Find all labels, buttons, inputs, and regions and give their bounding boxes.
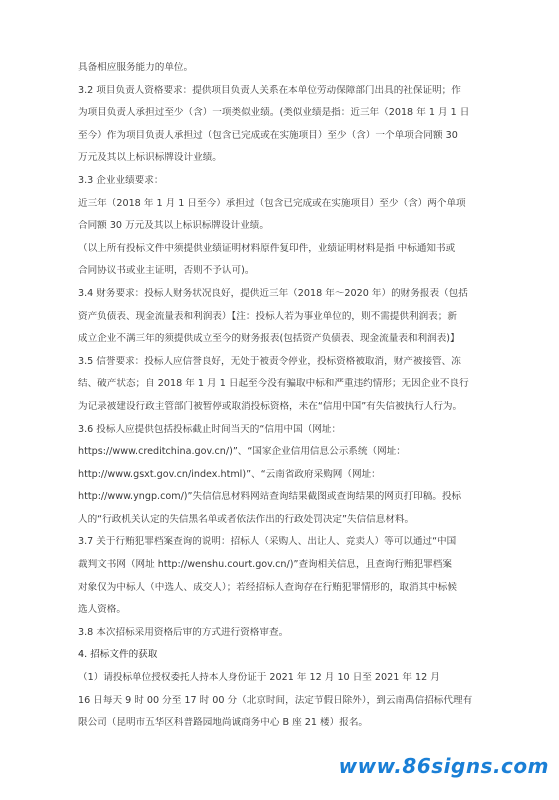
watermark-url: www.86signs.com — [338, 754, 549, 778]
text-line: 合同协议书或业主证明，否则不予认可)。 — [78, 265, 255, 277]
text-line: 3.6 投标人应提供包括投标截止时间当天的“信用中国（网址： — [78, 423, 342, 435]
text-line: 3.3 企业业绩要求： — [78, 174, 164, 186]
text-line: 选人资格。 — [78, 604, 126, 616]
section-heading: 4. 招标文件的获取 — [78, 649, 158, 661]
text-line: 具备相应服务能力的单位。 — [78, 62, 194, 73]
document-body — [78, 62, 488, 729]
text-line: 限公司（昆明市五华区科普路园地尚诚商务中心 B 座 21 楼）报名。 — [78, 717, 369, 729]
text-line: 3.7 关于行贿犯罪档案查询的说明：招标人（采购人、出让人、竞卖人）等可以通过“中国 — [78, 536, 457, 548]
text-line: http://www.gsxt.gov.cn/index.html)”、“云南省政府采购网（网址： — [78, 468, 381, 480]
text-line: 对象仅为中标人（中选人、成交人）；若经招标人查询存在行贿犯罪情形的，取消其中标候 — [78, 581, 457, 593]
text-line: 至今）作为项目负责人承担过（包含已完成或在实施项目）至少（含）一个单项合同额 30 — [78, 129, 458, 141]
text-line: 3.8 本次招标采用资格后审的方式进行资格审查。 — [78, 626, 289, 638]
text-line: 成立企业不满三年的须提供成立至今的财务报表(包括资产负债表、现金流量表和利润表)】 — [78, 333, 460, 345]
text-line: （1）请投标单位授权委托人持本人身份证于 2021 年 12 月 10 日至 2021 年 12 月 — [78, 672, 440, 684]
text-line: 3.2 项目负责人资格要求：提供项目负责人关系在本单位劳动保障部门出具的社保证明；作 — [78, 84, 461, 96]
text-line: 合同额 30 万元及其以上标识标牌设计业绩。 — [78, 220, 269, 232]
text-line: 近三年（2018 年 1 月 1 日至今）承担过（包含已完成或在实施项目）至少（含）两个单项 — [78, 197, 466, 209]
text-line: https://www.creditchina.gov.cn/)”、“国家企业信用信息公示系统（网址： — [78, 446, 406, 458]
text-line: http://www.yngp.com/)”失信信息材料网站查询结果截图或查询结果的网页打印稿。投标 — [78, 491, 462, 503]
text-line: 资产负债表、现金流量表和利润表）【注：投标人若为事业单位的，则不需提供利润表；新 — [78, 310, 457, 322]
text-line: 16 日每天 9 时 00 分至 17 时 00 分（北京时间，法定节假日除外），到云南禹信招标代理有 — [78, 694, 473, 706]
text-line: 3.5 信誉要求：投标人应信誉良好，无处于被责令停业，投标资格被取消，财产被接管、冻 — [78, 355, 461, 367]
text-line: 为项目负责人承担过至少（含）一项类似业绩。(类似业绩是指：近三年（2018 年 1 月 1 日 — [78, 107, 470, 119]
text-line: （以上所有投标文件中须提供业绩证明材料原件复印件，业绩证明材料是指 中标通知书或 — [78, 242, 456, 254]
text-line: 3.4 财务要求：投标人财务状况良好，提供近三年（2018 年～2020 年）的财务报表（包括 — [78, 287, 468, 299]
text-line: 裁判文书网（网址 http://wenshu.court.gov.cn/)”查询相关信息，且查询行贿犯罪档案 — [78, 559, 452, 571]
text-line: 结、破产状态；自 2018 年 1 月 1 日起至今没有骗取中标和严重违约情形；无因企业不良行 — [78, 378, 469, 390]
text-line: 人的“行政机关认定的失信黑名单或者依法作出的行政处罚决定”失信信息材料。 — [78, 513, 415, 525]
text-line: 万元及其以上标识标牌设计业绩。 — [78, 152, 222, 164]
text-line: 为记录被建设行政主管部门被暂停或取消投标资格，未在“信用中国”有失信被执行人行为。 — [78, 400, 463, 412]
